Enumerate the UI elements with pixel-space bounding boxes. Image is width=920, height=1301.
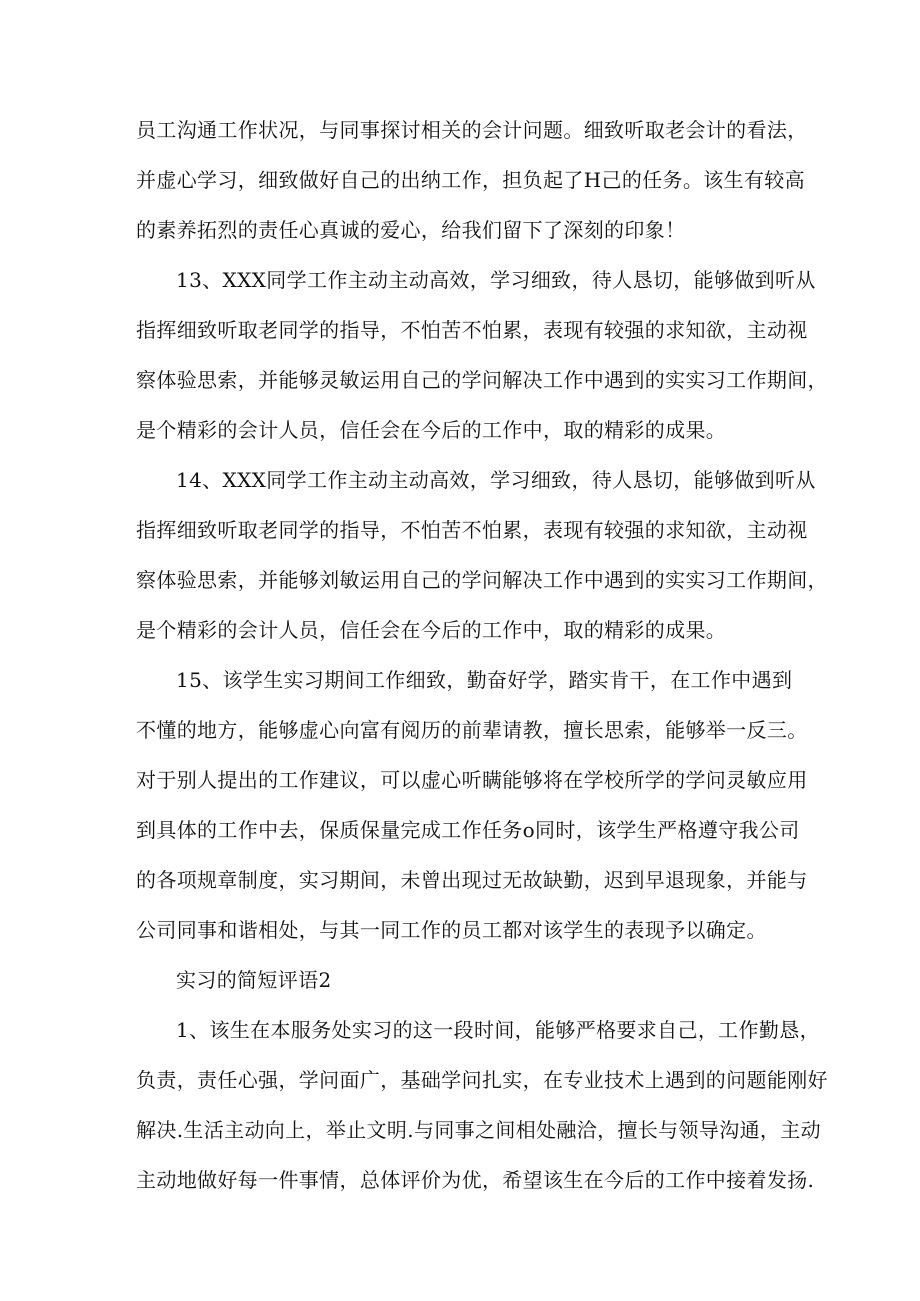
paragraph-15-first-line: 15、该学生实习期间工作细致，勤奋好学，踏实肯干，在工作中遇到	[176, 668, 793, 692]
section-heading: 实习的简短评语2	[176, 968, 332, 992]
paragraph-13-first-line: 13、XXX同学工作主动主动高效，学习细致，待人恳切，能够做到听从	[176, 268, 816, 292]
text-line: 并虚心学习，细致做好自己的出纳工作，担负起了H己的任务。该生有较高	[136, 168, 805, 192]
text-line: 指挥细致听取老同学的指导，不怕苦不怕累，表现有较强的求知欲，主动视	[136, 318, 808, 342]
paragraph-14-first-line: 14、XXX同学工作主动主动高效，学习细致，待人恳切，能够做到听从	[176, 468, 816, 492]
text-line: 指挥细致听取老同学的指导，不怕苦不怕累，表现有较强的求知欲，主动视	[136, 518, 808, 542]
text-line: 到具体的工作中去，保质保量完成工作任务o同时，该学生严格遵守我公司	[136, 818, 800, 842]
text-line: 主动地做好每一件事情，总体评价为优，希望该生在今后的工作中接着发扬.	[136, 1168, 815, 1192]
text-line: 员工沟通工作状况，与同事探讨相关的会计问题。细致听取老会计的看法，	[136, 118, 808, 142]
text-line: 解决.生活主动向上，举止文明.与同事之间相处融洽，擅长与领导沟通，主动	[136, 1118, 821, 1142]
text-line: 不懂的地方，能够虚心向富有阅历的前辈请教，擅长思索，能够举一反三。	[136, 718, 808, 742]
text-line: 察体验思索，并能够刘敏运用自己的学问解决工作中遇到的实实习工作期间，	[136, 568, 828, 592]
text-line: 是个精彩的会计人员，信任会在今后的工作中，取的精彩的成果。	[136, 418, 727, 442]
paragraph-1-first-line: 1、该生在本服务处实习的这一段时间，能够严格要求自己，工作勤恳，	[176, 1018, 820, 1042]
text-line: 负责，责任心强，学问面广，基础学问扎实，在专业技术上遇到的问题能刚好	[136, 1068, 828, 1092]
text-line: 的素养拓烈的责任心真诚的爱心，给我们留下了深刻的印象！	[136, 218, 686, 242]
text-line: 对于别人提出的工作建议，可以虚心听瞒能够将在学校所学的学问灵敏应用	[136, 768, 808, 792]
text-line: 的各项规章制度，实习期间，未曾出现过无故缺勤，迟到早退现象，并能与	[136, 868, 808, 892]
text-line: 是个精彩的会计人员，信任会在今后的工作中，取的精彩的成果。	[136, 618, 727, 642]
text-line: 察体验思索，并能够灵敏运用自己的学问解决工作中遇到的实实习工作期间，	[136, 368, 828, 392]
text-line: 公司同事和谐相处，与其一同工作的员工都对该学生的表现予以确定。	[136, 918, 767, 942]
